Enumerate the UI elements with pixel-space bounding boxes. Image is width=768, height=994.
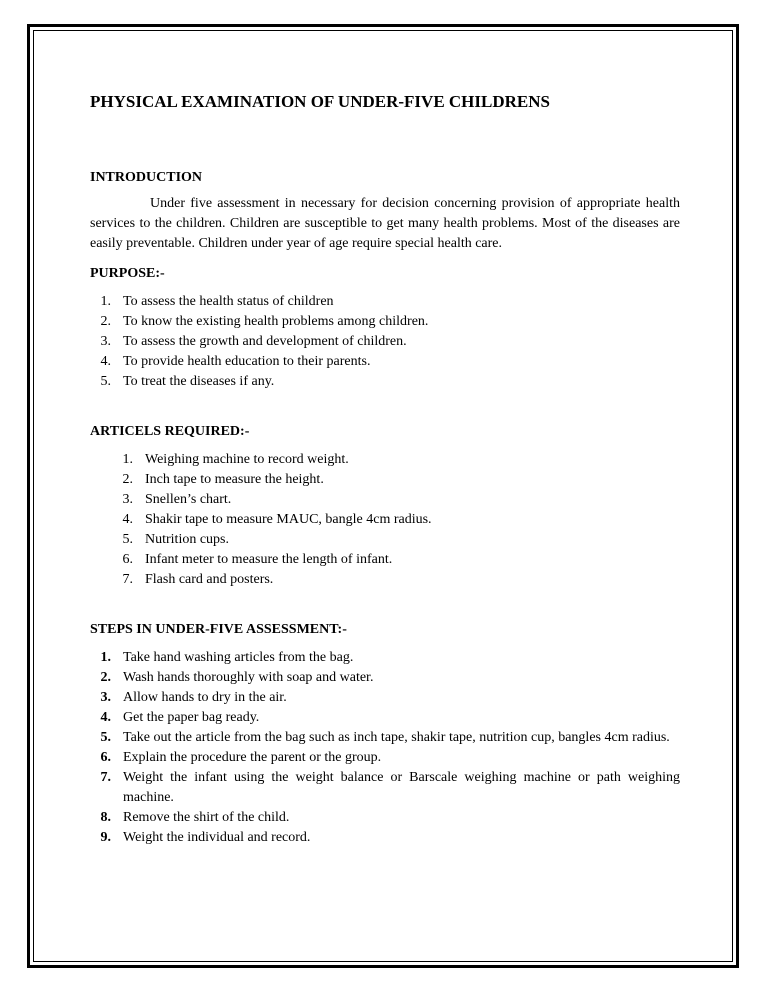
list-number: 4. xyxy=(100,710,111,725)
list-text: To assess the growth and development of children. xyxy=(123,334,407,349)
list-text: Weighing machine to record weight. xyxy=(145,452,349,467)
list-number: 1. xyxy=(100,294,111,309)
list-number: 4. xyxy=(122,512,133,527)
list-item xyxy=(90,312,680,332)
list-item xyxy=(90,668,680,688)
list-number: 8. xyxy=(100,810,111,825)
list-text: To treat the diseases if any. xyxy=(123,374,275,389)
list-number: 3. xyxy=(122,492,133,507)
list-item xyxy=(90,708,680,728)
list-item xyxy=(90,292,680,312)
list-item xyxy=(90,768,680,808)
list-number: 5. xyxy=(122,532,133,547)
introduction-heading: INTRODUCTION xyxy=(90,170,203,185)
list-number: 7. xyxy=(100,770,111,785)
list-number: 6. xyxy=(100,750,111,765)
list-number: 2. xyxy=(100,314,111,329)
list-item xyxy=(90,728,680,748)
list-item xyxy=(90,828,680,848)
list-number: 5. xyxy=(100,374,111,389)
document-body xyxy=(90,86,680,848)
list-text: To know the existing health problems among children. xyxy=(123,314,429,329)
articles-list xyxy=(90,450,680,590)
list-text: To assess the health status of children xyxy=(123,294,334,309)
list-number: 3. xyxy=(100,690,111,705)
list-text: Wash hands thoroughly with soap and water. xyxy=(123,670,374,685)
purpose-list xyxy=(90,292,680,392)
list-text: Flash card and posters. xyxy=(145,572,274,587)
steps-list xyxy=(90,648,680,848)
list-item xyxy=(90,530,680,550)
list-item xyxy=(90,470,680,490)
list-number: 1. xyxy=(100,650,111,665)
list-text: Take out the article from the bag such as inch tape, shakir tape, nutrition cup, bangles 4cm radius. xyxy=(123,730,670,745)
articles-heading: ARTICELS REQUIRED:- xyxy=(90,424,250,439)
list-text: To provide health education to their parents. xyxy=(123,354,371,369)
list-number: 4. xyxy=(100,354,111,369)
list-text: Explain the procedure the parent or the group. xyxy=(123,750,382,765)
list-item xyxy=(90,510,680,530)
list-number: 9. xyxy=(100,830,111,845)
list-text: Take hand washing articles from the bag. xyxy=(123,650,354,665)
steps-heading: STEPS IN UNDER-FIVE ASSESSMENT:- xyxy=(90,622,347,637)
purpose-heading: PURPOSE:- xyxy=(90,266,165,281)
list-text: Snellen’s chart. xyxy=(145,492,232,507)
list-item xyxy=(90,372,680,392)
list-text: Get the paper bag ready. xyxy=(123,710,260,725)
list-text: Weight the individual and record. xyxy=(123,830,311,845)
list-item xyxy=(90,648,680,668)
list-number: 5. xyxy=(100,730,111,745)
list-text: Infant meter to measure the length of infant. xyxy=(145,552,393,567)
list-item xyxy=(90,550,680,570)
list-text: Weight the infant using the weight balance or Barscale weighing machine or path weighing machine. xyxy=(123,770,680,805)
list-item xyxy=(90,450,680,470)
list-text: Nutrition cups. xyxy=(145,532,229,547)
list-text: Inch tape to measure the height. xyxy=(145,472,324,487)
list-item xyxy=(90,688,680,708)
list-item xyxy=(90,748,680,768)
list-text: Allow hands to dry in the air. xyxy=(123,690,287,705)
list-item xyxy=(90,490,680,510)
list-item xyxy=(90,332,680,352)
list-number: 2. xyxy=(122,472,133,487)
list-text: Remove the shirt of the child. xyxy=(123,810,290,825)
list-number: 7. xyxy=(122,572,133,587)
list-number: 3. xyxy=(100,334,111,349)
document-title: PHYSICAL EXAMINATION OF UNDER-FIVE CHILDRENS xyxy=(90,92,550,111)
list-number: 2. xyxy=(100,670,111,685)
list-item xyxy=(90,352,680,372)
introduction-paragraph: Under five assessment in necessary for decision concerning provision of appropriate health services to the children. Children are susceptible to get many health problems. Most of the diseases are easily preventable. Children under year of age require special health care. xyxy=(90,196,680,251)
list-text: Shakir tape to measure MAUC, bangle 4cm radius. xyxy=(145,512,432,527)
list-item xyxy=(90,808,680,828)
list-number: 1. xyxy=(122,452,133,467)
list-item xyxy=(90,570,680,590)
list-number: 6. xyxy=(122,552,133,567)
